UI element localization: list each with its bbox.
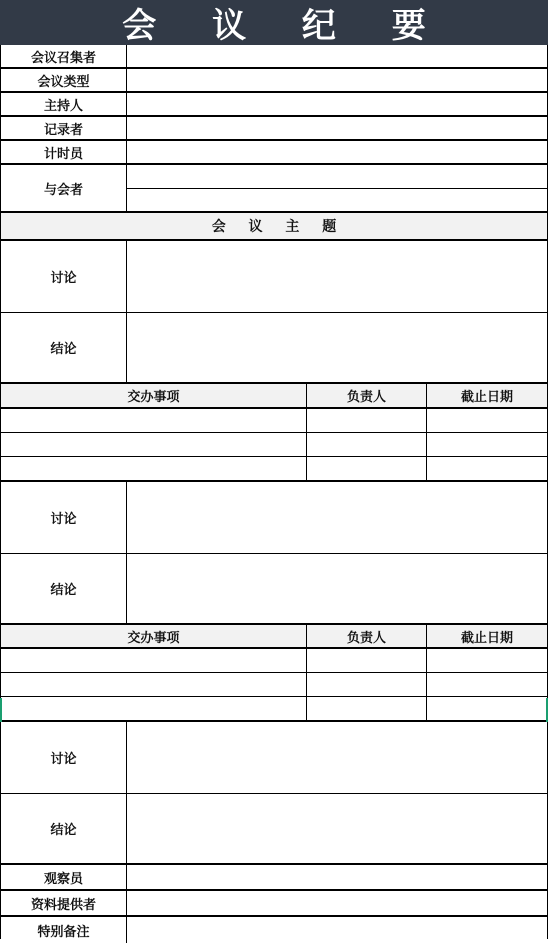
deadline-cell[interactable] xyxy=(427,649,547,672)
input-meeting-type[interactable] xyxy=(127,69,547,91)
selection-marker-left xyxy=(0,698,2,722)
label-observer: 观察员 xyxy=(1,865,127,889)
row-conclusion-2 xyxy=(1,554,547,625)
deadline-cell[interactable] xyxy=(427,433,547,456)
owner-cell[interactable] xyxy=(307,457,427,480)
task-cell[interactable] xyxy=(1,673,307,696)
actions-header-1 xyxy=(1,384,547,409)
attendees-cells xyxy=(127,165,547,211)
deadline-cell[interactable] xyxy=(427,673,547,696)
actions-header-2 xyxy=(1,625,547,649)
row-conclusion-1 xyxy=(1,313,547,384)
row-convener xyxy=(1,45,547,69)
section-topic: 会 议 主 题 xyxy=(1,213,547,239)
label-discussion-1: 讨论 xyxy=(1,241,127,312)
input-conclusion-1[interactable] xyxy=(127,313,547,382)
table-row xyxy=(1,673,547,697)
task-cell[interactable] xyxy=(1,409,307,432)
input-attendees-2[interactable] xyxy=(127,189,547,211)
label-conclusion-1: 结论 xyxy=(1,313,127,382)
input-attendees-1[interactable] xyxy=(127,165,547,189)
row-attendees xyxy=(1,165,547,213)
label-discussion-3: 讨论 xyxy=(1,722,127,793)
minutes-table xyxy=(1,45,547,943)
label-discussion-2: 讨论 xyxy=(1,482,127,553)
label-meeting-type: 会议类型 xyxy=(1,69,127,91)
table-row xyxy=(1,457,547,482)
deadline-cell[interactable] xyxy=(427,457,547,480)
col-task-2: 交办事项 xyxy=(1,625,307,647)
col-task-1: 交办事项 xyxy=(1,384,307,407)
owner-cell[interactable] xyxy=(307,409,427,432)
task-cell[interactable] xyxy=(1,697,307,720)
owner-cell[interactable] xyxy=(307,649,427,672)
col-owner-2: 负责人 xyxy=(307,625,427,647)
owner-cell[interactable] xyxy=(307,673,427,696)
owner-cell[interactable] xyxy=(307,697,427,720)
row-recorder xyxy=(1,117,547,141)
input-recorder[interactable] xyxy=(127,117,547,139)
row-remarks xyxy=(1,917,547,943)
label-recorder: 记录者 xyxy=(1,117,127,139)
input-discussion-2[interactable] xyxy=(127,482,547,553)
row-topic xyxy=(1,213,547,241)
row-provider xyxy=(1,891,547,917)
row-observer xyxy=(1,865,547,891)
row-discussion-3 xyxy=(1,722,547,794)
table-row xyxy=(1,433,547,457)
task-cell[interactable] xyxy=(1,433,307,456)
table-row-selected xyxy=(1,697,547,722)
col-owner-1: 负责人 xyxy=(307,384,427,407)
page-title: 会 议 纪 要 xyxy=(0,0,548,45)
owner-cell[interactable] xyxy=(307,433,427,456)
row-conclusion-3 xyxy=(1,794,547,865)
input-observer[interactable] xyxy=(127,865,547,889)
input-conclusion-2[interactable] xyxy=(127,554,547,623)
input-convener[interactable] xyxy=(127,45,547,67)
input-conclusion-3[interactable] xyxy=(127,794,547,863)
deadline-cell[interactable] xyxy=(427,697,547,720)
row-timekeeper xyxy=(1,141,547,165)
input-provider[interactable] xyxy=(127,891,547,915)
input-discussion-3[interactable] xyxy=(127,722,547,793)
row-type xyxy=(1,69,547,93)
table-row xyxy=(1,649,547,673)
task-cell[interactable] xyxy=(1,649,307,672)
label-convener: 会议召集者 xyxy=(1,45,127,67)
row-discussion-2 xyxy=(1,482,547,554)
row-discussion-1 xyxy=(1,241,547,313)
col-deadline-1: 截止日期 xyxy=(460,390,513,405)
label-conclusion-3: 结论 xyxy=(1,794,127,863)
label-conclusion-2: 结论 xyxy=(1,554,127,623)
input-host[interactable] xyxy=(127,93,547,115)
label-host: 主持人 xyxy=(1,93,127,115)
input-remarks[interactable] xyxy=(127,917,547,943)
deadline-cell[interactable] xyxy=(427,409,547,432)
task-cell[interactable] xyxy=(1,457,307,480)
label-provider: 资料提供者 xyxy=(1,891,127,915)
table-row xyxy=(1,409,547,433)
label-remarks: 特别备注 xyxy=(1,917,127,943)
label-attendees: 与会者 xyxy=(1,165,127,211)
label-timekeeper: 计时员 xyxy=(1,141,127,163)
input-timekeeper[interactable] xyxy=(127,141,547,163)
input-discussion-1[interactable] xyxy=(127,241,547,312)
col-deadline-2: 截止日期 xyxy=(460,630,513,646)
row-host xyxy=(1,93,547,117)
